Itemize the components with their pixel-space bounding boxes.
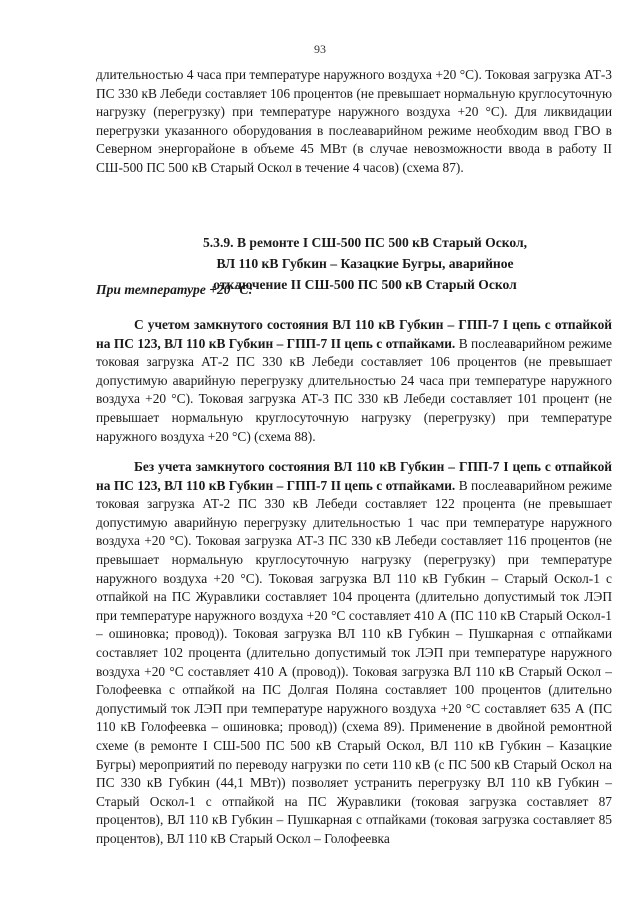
paragraph-continuation: длительностью 4 часа при температуре наружного воздуха +20 °С). Токовая загрузка АТ-3 ПС 330 кВ Лебеди составляет 106 процентов (не превышает нормальную круглосуточную нагрузку (перегрузку) при температуре наружного воздуха +20 °С). Для ликвидации перегрузки указанного оборудования в послеаварийном режиме необходим ввод ГВО в Северном энергорайоне в объеме 45 МВт (в случае невозможности ввода в работу II СШ-500 ПС 500 кВ Старый Оскол в течение 4 часов) (схема 87). [96, 67, 612, 175]
paragraph-closed-state-lead: С учетом замкнутого состояния ВЛ 110 кВ Губкин – ГПП-7 I цепь с отпайкой на ПС 123, ВЛ 110 кВ Губкин – ГПП-7 II цепь с отпайками. [96, 317, 612, 351]
section-heading-line-1: 5.3.9. В ремонте I СШ-500 ПС 500 кВ Старый Оскол, [202, 235, 528, 250]
paragraph-open-state [96, 458, 612, 848]
section-heading-line-3: отключение II СШ-500 ПС 500 кВ Старый Оскол [213, 277, 517, 292]
paragraph-open-state-text: В послеаварийном режиме токовая загрузка АТ-2 ПС 330 кВ Лебеди составляет 122 процента (не превышает допустимую аварийную перегрузку длительностью 1 час при температуре наружного воздуха +20 °С). Токовая загрузка АТ-3 ПС 330 кВ Лебеди составляет 116 процентов (не превышает нормальную круглосуточную нагрузку (перегрузку) при температуре наружного воздуха +20 °С). Токовая загрузка ВЛ 110 кВ Губкин – Старый Оскол-1 с отпайкой на ПС Журавлики составляет 104 процента (длительно допустимый ток ЛЭП при температуре наружного воздуха +20 °С составляет 410 А (ПС 110 кВ Старый Оскол-1 – ошиновка; провод)). Токовая загрузка ВЛ 110 кВ Губкин – Пушкарная с отпайками составляет 102 процента (длительно допустимый ток ЛЭП при температуре наружного воздуха +20 °С составляет 410 А (провод)). Токовая загрузка ВЛ 110 кВ Старый Оскол – Голофеевка с отпайкой на ПС Долгая Поляна составляет 100 процентов (длительно допустимый ток ЛЭП при температуре наружного воздуха +20 °С составляет 635 А (ПС 110 кВ Голофеевка – ошиновка; провод)) (схема 89). Применение в двойной ремонтной схеме (в ремонте I СШ-500 ПС 500 кВ Старый Оскол, ВЛ 110 кВ Губкин – Казацкие Бугры) мероприятий по переводу нагрузки по сети 110 кВ (с ПС 500 кВ Старый Оскол на ПС 330 кВ Губкин (44,1 МВт)) позволяет устранить перегрузку ВЛ 110 кВ Губкин – Старый Оскол-1 с отпайкой на ПС Журавлики (токовая загрузка составляет 87 процентов), ВЛ 110 кВ Губкин – Пушкарная с отпайками (токовая загрузка составляет 85 процентов), ВЛ 110 кВ Старый Оскол – Голофеевка [96, 477, 612, 846]
temperature-subheading: При температуре +20 °С: [96, 282, 254, 297]
paragraph-closed-state [96, 316, 612, 446]
paragraph-closed-state-text: В послеаварийном режиме токовая загрузка АТ-2 ПС 330 кВ Лебеди составляет 106 процентов (не превышает допустимую аварийную перегрузку длительностью 24 часа при температуре наружного воздуха +20 °С). Токовая загрузка АТ-3 ПС 330 кВ Лебеди составляет 101 процент (не превышает нормальную круглосуточную нагрузку (перегрузку) при температуре наружного воздуха +20 °С) (схема 88). [96, 335, 612, 444]
section-heading-line-2: ВЛ 110 кВ Губкин – Казацкие Бугры, аварийное [216, 256, 514, 271]
page-number: 93 [314, 42, 326, 56]
paragraph-open-state-lead: Без учета замкнутого состояния ВЛ 110 кВ Губкин – ГПП-7 I цепь с отпайкой на ПС 123, ВЛ 110 кВ Губкин – ГПП-7 II цепь с отпайками. [96, 459, 612, 493]
